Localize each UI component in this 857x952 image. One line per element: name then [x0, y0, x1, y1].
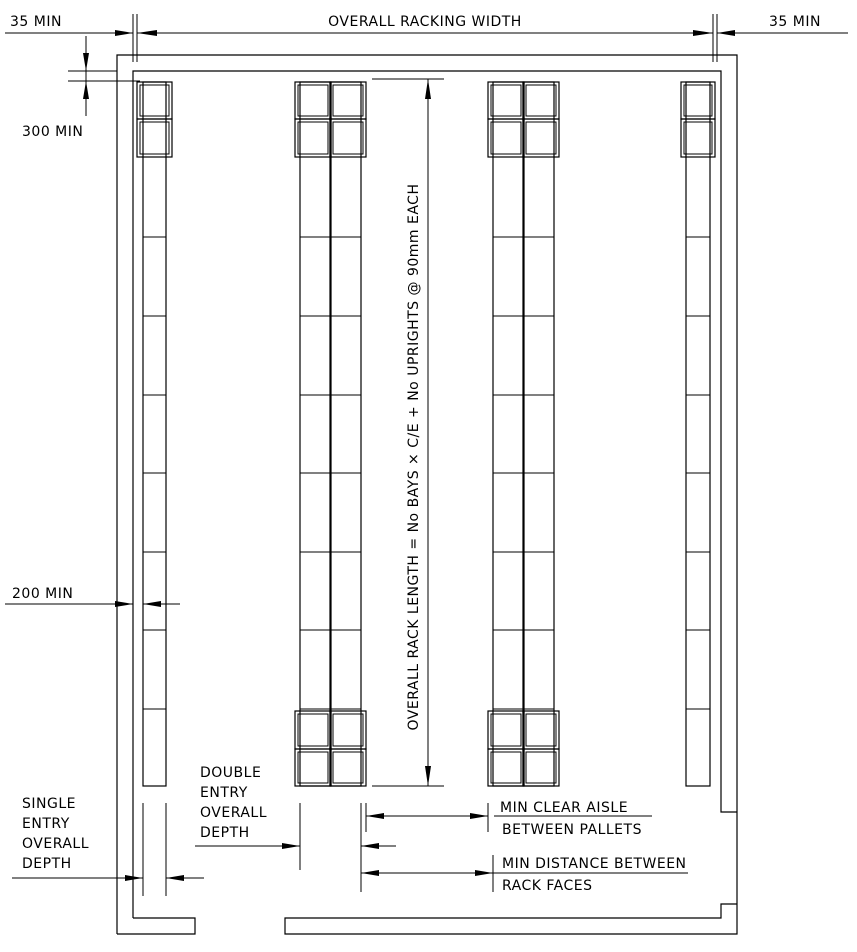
pallet-single-right-2-inner	[684, 122, 712, 154]
pallet-dbl1-top-0-1-inner	[298, 85, 328, 116]
svg-text:RACK FACES: RACK FACES	[502, 878, 593, 894]
min200-label: 200 MIN	[12, 586, 74, 602]
pallet-dbl2-top-0-1-inner	[491, 85, 521, 116]
pallet-single-left-2	[137, 119, 172, 157]
pallet-single-right-1-inner	[684, 85, 712, 116]
pallet-dbl1-top-0-2-inner	[298, 122, 328, 154]
pallet-dbl1-bot-1-2-inner	[333, 752, 363, 783]
building-walls	[117, 55, 737, 934]
pallet-dbl2-top-1-1-inner	[526, 85, 556, 116]
min-clear-aisle-label	[500, 800, 642, 838]
pallet-dbl1-bot-0-2-inner	[298, 752, 328, 783]
min300-dimension	[68, 36, 140, 116]
single-rack-left-frame	[143, 82, 166, 786]
min35-right-label: 35 MIN	[769, 14, 821, 30]
single-entry-label	[22, 796, 89, 872]
svg-text:OVERALL: OVERALL	[200, 805, 268, 821]
pallet-dbl2-bot-0-1-inner	[491, 714, 521, 746]
pallet-dbl1-bot-1-1-inner	[333, 714, 363, 746]
overall-width-label: OVERALL RACKING WIDTH	[328, 14, 522, 30]
svg-text:DEPTH: DEPTH	[22, 856, 72, 872]
svg-text:DOUBLE: DOUBLE	[200, 765, 262, 781]
double-rack-2-a-frame	[493, 82, 523, 786]
svg-text:ENTRY: ENTRY	[22, 816, 70, 832]
double-entry-label	[200, 765, 267, 841]
single-rack-right-frame	[686, 82, 710, 786]
pallet-dbl1-bot-0-1-inner	[298, 714, 328, 746]
double-rack-1-a-frame	[300, 82, 330, 786]
svg-text:BETWEEN PALLETS: BETWEEN PALLETS	[502, 822, 642, 838]
min35-left-label: 35 MIN	[10, 14, 62, 30]
pallet-dbl1-top-1-2-inner	[333, 122, 363, 154]
double-rack-1-b-frame	[331, 82, 361, 786]
pallet-dbl2-top-1-2-inner	[526, 122, 556, 154]
pallet-single-left-1	[137, 82, 172, 119]
double-rack-2-b-frame	[524, 82, 554, 786]
pallet-dbl2-top-0-2-inner	[491, 122, 521, 154]
rack-rows	[137, 82, 715, 786]
svg-text:SINGLE: SINGLE	[22, 796, 76, 812]
min300-label: 300 MIN	[22, 124, 84, 140]
pallet-single-left-1-inner	[140, 85, 169, 116]
svg-text:MIN DISTANCE BETWEEN: MIN DISTANCE BETWEEN	[502, 856, 687, 872]
min-distance-label	[502, 856, 687, 894]
svg-text:ENTRY: ENTRY	[200, 785, 248, 801]
rack-length-label: OVERALL RACK LENGTH = No BAYS × C/E + No UPRIGHTS @ 90mm EACH	[406, 183, 422, 731]
pallet-dbl2-bot-1-2-inner	[526, 752, 556, 783]
svg-text:OVERALL: OVERALL	[22, 836, 90, 852]
pallet-single-left-2-inner	[140, 122, 169, 154]
pallet-dbl2-bot-0-2-inner	[491, 752, 521, 783]
svg-text:MIN CLEAR AISLE: MIN CLEAR AISLE	[500, 800, 629, 816]
svg-text:DEPTH: DEPTH	[200, 825, 250, 841]
pallet-dbl2-bot-1-1-inner	[526, 714, 556, 746]
pallet-dbl1-top-1-1-inner	[333, 85, 363, 116]
